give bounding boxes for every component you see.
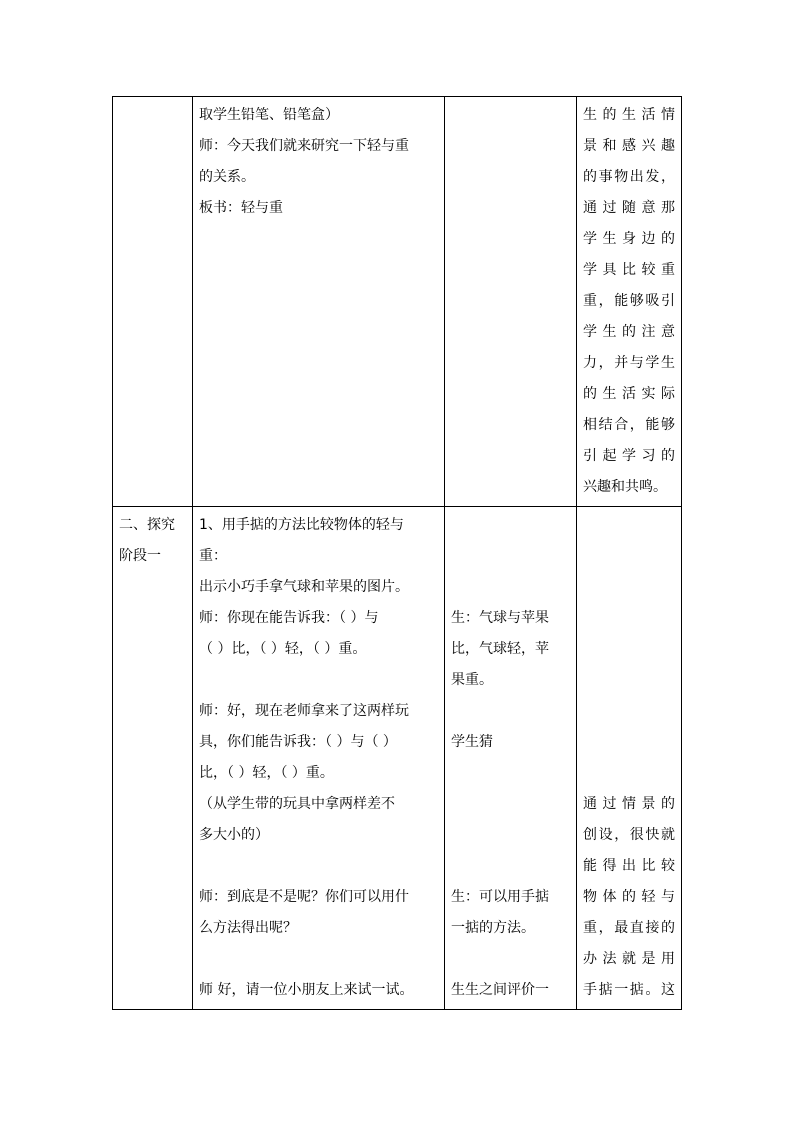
process-line: 师：今天我们就来研究一下轻与重 [199, 138, 409, 154]
process-cell [193, 507, 445, 1010]
intent-line: 重，最直接的 [583, 920, 675, 936]
process-line: 出示小巧手拿气球和苹果的图片。 [199, 579, 409, 595]
process-line: 师：到底是不是呢？你们可以用什 [199, 889, 409, 905]
student-line: 生：气球与苹果 [451, 610, 549, 626]
student-cell [445, 97, 577, 507]
table-row [113, 97, 682, 507]
process-line: 板书：轻与重 [199, 200, 283, 216]
intent-line: 学生的注意 [583, 324, 675, 340]
table-row [113, 507, 682, 1010]
process-line: 师：你现在能告诉我：（ ）与 [199, 610, 379, 626]
intent-line: 通过情景的 [583, 796, 675, 812]
process-line: （ ）比，（ ）轻，（ ）重。 [199, 641, 367, 657]
process-line: （从学生带的玩具中拿两样差不 [199, 796, 395, 812]
process-line: 具，你们能告诉我：（ ）与（ ） [199, 734, 397, 750]
process-line: 师 好，请一位小朋友上来试一试。 [199, 982, 414, 998]
process-line: 师：好，现在老师拿来了这两样玩 [199, 703, 409, 719]
intent-line: 引起学习的 [583, 448, 675, 464]
intent-line: 物体的轻与 [583, 889, 675, 905]
intent-cell [577, 97, 682, 507]
intent-line: 力，并与学生 [583, 355, 675, 371]
stage-cell [113, 507, 193, 1010]
process-line: 多大小的） [199, 827, 269, 843]
stage-cell [113, 97, 193, 507]
student-line: 比，气球轻，苹 [451, 641, 549, 657]
student-line: 一掂的方法。 [451, 920, 535, 936]
intent-line: 兴趣和共鸣。 [583, 479, 667, 495]
student-line: 学生猜 [451, 734, 493, 750]
intent-line: 办法就是用 [583, 951, 675, 967]
student-line: 生生之间评价一 [451, 982, 549, 998]
process-line: 重： [199, 548, 227, 564]
process-cell [193, 97, 445, 507]
process-line: 比，（ ）轻，（ ）重。 [199, 765, 334, 781]
intent-line: 学具比较重 [583, 262, 675, 278]
intent-line: 的事物出发， [583, 169, 675, 185]
intent-line: 通过随意那 [583, 200, 675, 216]
student-line: 果重。 [451, 672, 493, 688]
intent-cell [577, 507, 682, 1010]
intent-line: 相结合，能够 [583, 417, 675, 433]
intent-line: 景和感兴趣 [583, 138, 675, 154]
intent-line: 的生活实际 [583, 386, 675, 402]
intent-line: 重，能够吸引 [583, 293, 675, 309]
stage-label: 阶段一 [119, 548, 161, 564]
process-line: 1、用手掂的方法比较物体的轻与 [199, 517, 404, 533]
stage-label: 二、探究 [119, 517, 175, 533]
intent-line: 手掂一掂。这 [583, 982, 675, 998]
process-line: 么方法得出呢？ [199, 920, 297, 936]
student-line: 生：可以用手掂 [451, 889, 549, 905]
intent-line: 创设，很快就 [583, 827, 675, 843]
intent-line: 能得出比较 [583, 858, 675, 874]
process-line: 的关系。 [199, 169, 255, 185]
process-line: 取学生铅笔、铅笔盒） [199, 107, 339, 123]
intent-line: 学生身边的 [583, 231, 675, 247]
student-cell [445, 507, 577, 1010]
intent-line: 生的生活情 [583, 107, 675, 123]
lesson-plan-table [112, 96, 682, 1010]
